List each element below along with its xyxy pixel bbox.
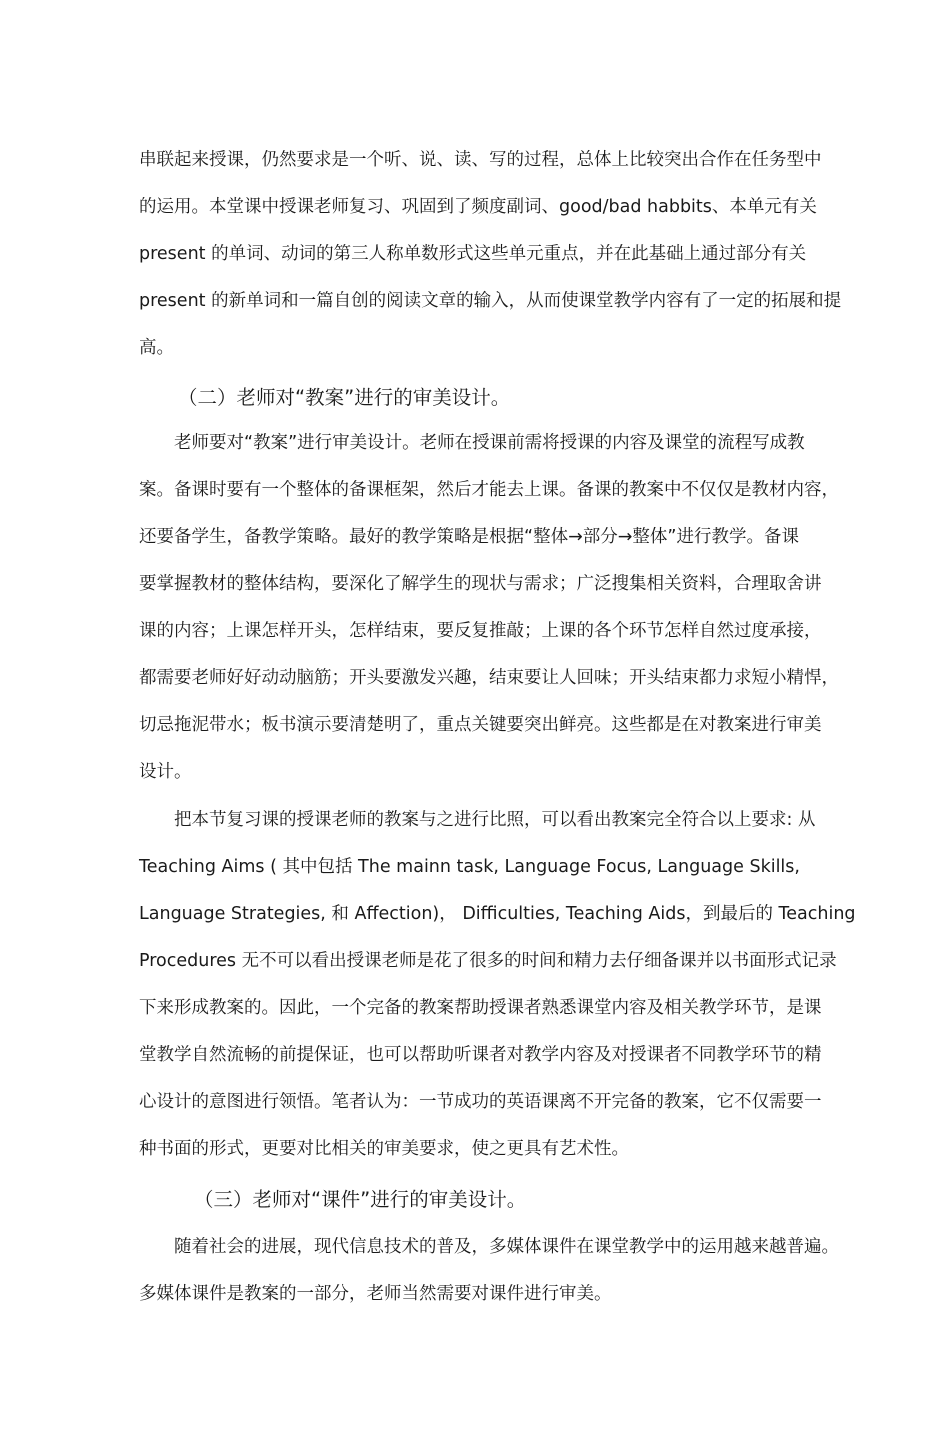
paragraph-line: 的运用。本堂课中授课老师复习、巩固到了频度副词、good/bad habbits、本单元有关 (139, 197, 817, 217)
paragraph-4 (139, 1224, 867, 1318)
paragraph-line: present 的单词、动词的第三人称单数形式这些单元重点，并在此基础上通过部分有关 (139, 244, 807, 264)
paragraph-line: 案。备课时要有一个整体的备课框架，然后才能去上课。备课的教案中不仅仅是教材内容， (139, 480, 839, 500)
paragraph-1 (139, 137, 867, 372)
paragraph-line: Language Strategies, 和 Affection)， Difficulties, Teaching Aids，到最后的 Teaching (139, 904, 856, 924)
paragraph-line: 串联起来授课，仍然要求是一个听、说、读、写的过程，总体上比较突出合作在任务型中 (139, 150, 822, 170)
paragraph-line: 把本节复习课的授课老师的教案与之进行比照，可以看出教案完全符合以上要求: 从 (139, 810, 816, 830)
paragraph-line: 随着社会的进展，现代信息技术的普及，多媒体课件在课堂教学中的运用越来越普遍。 (139, 1237, 839, 1257)
paragraph-line: 都需要老师好好动动脑筋；开头要激发兴趣，结束要让人回味；开头结束都力求短小精悍， (139, 668, 839, 688)
paragraph-3 (139, 797, 867, 1173)
paragraph-line: 设计。 (139, 762, 192, 782)
paragraph-line: 堂教学自然流畅的前提保证，也可以帮助听课者对教学内容及对授课者不同教学环节的精 (139, 1045, 822, 1065)
paragraph-line: 高。 (139, 338, 174, 358)
paragraph-line: present 的新单词和一篇自创的阅读文章的输入，从而使课堂教学内容有了一定的拓展和提 (139, 291, 842, 311)
paragraph-line: Teaching Aims ( 其中包括 The mainn task, Language Focus, Language Skills, (139, 857, 800, 877)
paragraph-2 (139, 420, 867, 796)
paragraph-line: Procedures 无不可以看出授课老师是花了很多的时间和精力去仔细备课并以书面形式记录 (139, 951, 837, 971)
paragraph-line: 种书面的形式，更要对比相关的审美要求，使之更具有艺术性。 (139, 1139, 629, 1159)
paragraph-line: 老师要对“教案”进行审美设计。老师在授课前需将授课的内容及课堂的流程写成教 (139, 433, 805, 453)
paragraph-line: 多媒体课件是教案的一部分，老师当然需要对课件进行审美。 (139, 1284, 612, 1304)
paragraph-line: 切忌拖泥带水；板书演示要清楚明了，重点关键要突出鲜亮。这些都是在对教案进行审美 (139, 715, 822, 735)
paragraph-line: 还要备学生，备教学策略。最好的教学策略是根据“整体→部分→整体”进行教学。备课 (139, 527, 799, 547)
paragraph-line: 要掌握教材的整体结构，要深化了解学生的现状与需求；广泛搜集相关资料，合理取舍讲 (139, 574, 822, 594)
paragraph-line: 下来形成教案的。因此，一个完备的教案帮助授课者熟悉课堂内容及相关教学环节，是课 (139, 998, 822, 1018)
section-heading-2: （二）老师对“教案”进行的审美设计。 (178, 386, 511, 409)
section-heading-3: （三）老师对“课件”进行的审美设计。 (194, 1188, 527, 1211)
paragraph-line: 课的内容；上课怎样开头，怎样结束，要反复推敲；上课的各个环节怎样自然过度承接， (139, 621, 822, 641)
paragraph-line: 心设计的意图进行领悟。笔者认为：一节成功的英语课离不开完备的教案，它不仅需要一 (139, 1092, 822, 1112)
